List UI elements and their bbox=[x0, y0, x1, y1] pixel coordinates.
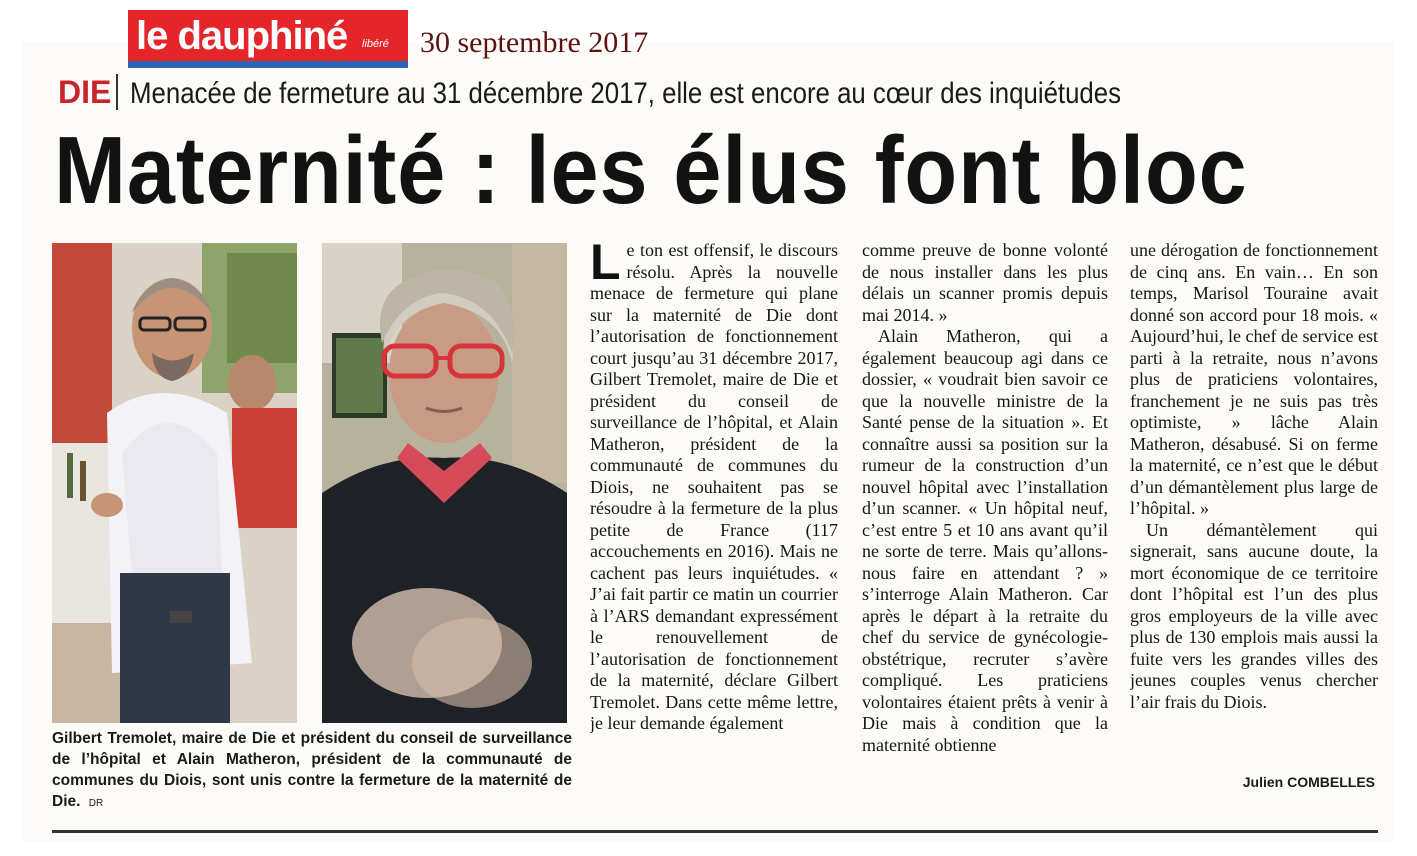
portrait-photo-alain-matheron-icon bbox=[322, 243, 567, 723]
masthead-name: le dauphiné bbox=[136, 14, 348, 58]
portrait-photo-gilbert-tremolet-icon bbox=[52, 243, 297, 723]
photo-caption-text: Gilbert Tremolet, maire de Die et président du conseil de surveillance de l’hôpital et Alain Matheron, président de la communauté de communes du Diois, sont unis contre la fermeture de la maternité de Die. bbox=[52, 730, 572, 810]
article-column-3 bbox=[1130, 240, 1378, 796]
kicker-town: DIE bbox=[58, 74, 112, 110]
issue-date: 30 septembre 2017 bbox=[420, 26, 649, 59]
article-author: Julien COMBELLES bbox=[1242, 774, 1375, 790]
article-column-2-text-a: comme preuve de bonne volonté de nous installer dans les plus délais un scanner promis depuis mai 2014. » bbox=[862, 240, 1108, 325]
bottom-divider bbox=[52, 830, 1378, 833]
kicker-divider bbox=[116, 74, 118, 110]
photo-credit: DR bbox=[88, 798, 104, 809]
article-column-2-text-b: Alain Matheron, qui a également beaucoup agi dans ce dossier, « voudrait bien savoir ce que la nouvelle ministre de la Santé pense de la situation ». Et connaître aussi sa position sur la rumeur de la construction d’un nouvel hôpital avec l’installation d’un scanner. « Un hôpital neuf, c’est entre 5 et 10 ans avant qu’il ne sorte de terre. Mais qu’allons-nous faire en attendant ? » s’interroge Alain Matheron. Car après le départ à la retraite du chef du service de gynécologie-obstétrique, recruter s’avère compliqué. Les praticiens volontaires étaient prêts à venir à Die mais à condition que la maternité obtienne bbox=[862, 326, 1108, 755]
masthead-subtitle: libéré bbox=[362, 38, 389, 50]
article-column-3-text-a: une dérogation de fonctionnement de cinq ans. En vain… En son temps, Marisol Touraine avait donné son accord pour 18 mois. « Aujourd’hui, le chef de service est parti à la retraite, nous n’avons plus de praticiens volontaires, franchement je ne suis pas très optimiste, » lâche Alain Matheron, désabusé. Si on ferme la maternité, ce n’est que le début d’un démantèlement plus large de l’hôpital. » bbox=[1130, 240, 1378, 518]
article-column-3-text-b: Un démantèlement qui signerait, sans aucune doute, la mort économique de ce territoire dont l’hôpital est l’un des plus gros employeurs de la ville avec plus de 130 emplois mais aussi la fuite vers les grandes villes des jeunes couples venus chercher l’air frais du Diois. bbox=[1130, 519, 1378, 712]
photo-caption bbox=[52, 728, 572, 814]
headline: Maternité : les élus font bloc bbox=[54, 117, 1248, 224]
article-column-1-text: e ton est offensif, le discours résolu. Après la nouvelle menace de fermeture qui plane sur la maternité de Die dont l’autorisation de fonctionnement court jusqu’au 31 décembre 2017, Gilbert Tremolet, maire de Die et président du conseil de surveillance de l’hôpital, et Alain Matheron, président de la communauté de communes du Diois, ne souhaitent pas se résoudre à la fermeture de la plus petite de France (117 accouchements en 2016). Mais ne cachent pas leurs inquiétudes. « J’ai fait partir ce matin un courrier à l’ARS demandant expressément le renouvellement de l’autorisation de fonctionnement de la maternité, déclare Gilbert Tremolet. Dans cette même lettre, je leur demande également bbox=[590, 240, 838, 733]
article-column-2 bbox=[862, 240, 1108, 796]
article-column-1 bbox=[590, 240, 838, 796]
article-dropcap: L bbox=[590, 240, 621, 290]
masthead-logo bbox=[128, 10, 408, 68]
photo-alain-matheron bbox=[322, 243, 567, 723]
kicker-text: Menacée de fermeture au 31 décembre 2017, elle est encore au cœur des inquiétudes bbox=[130, 77, 1122, 110]
photo-gilbert-tremolet bbox=[52, 243, 297, 723]
